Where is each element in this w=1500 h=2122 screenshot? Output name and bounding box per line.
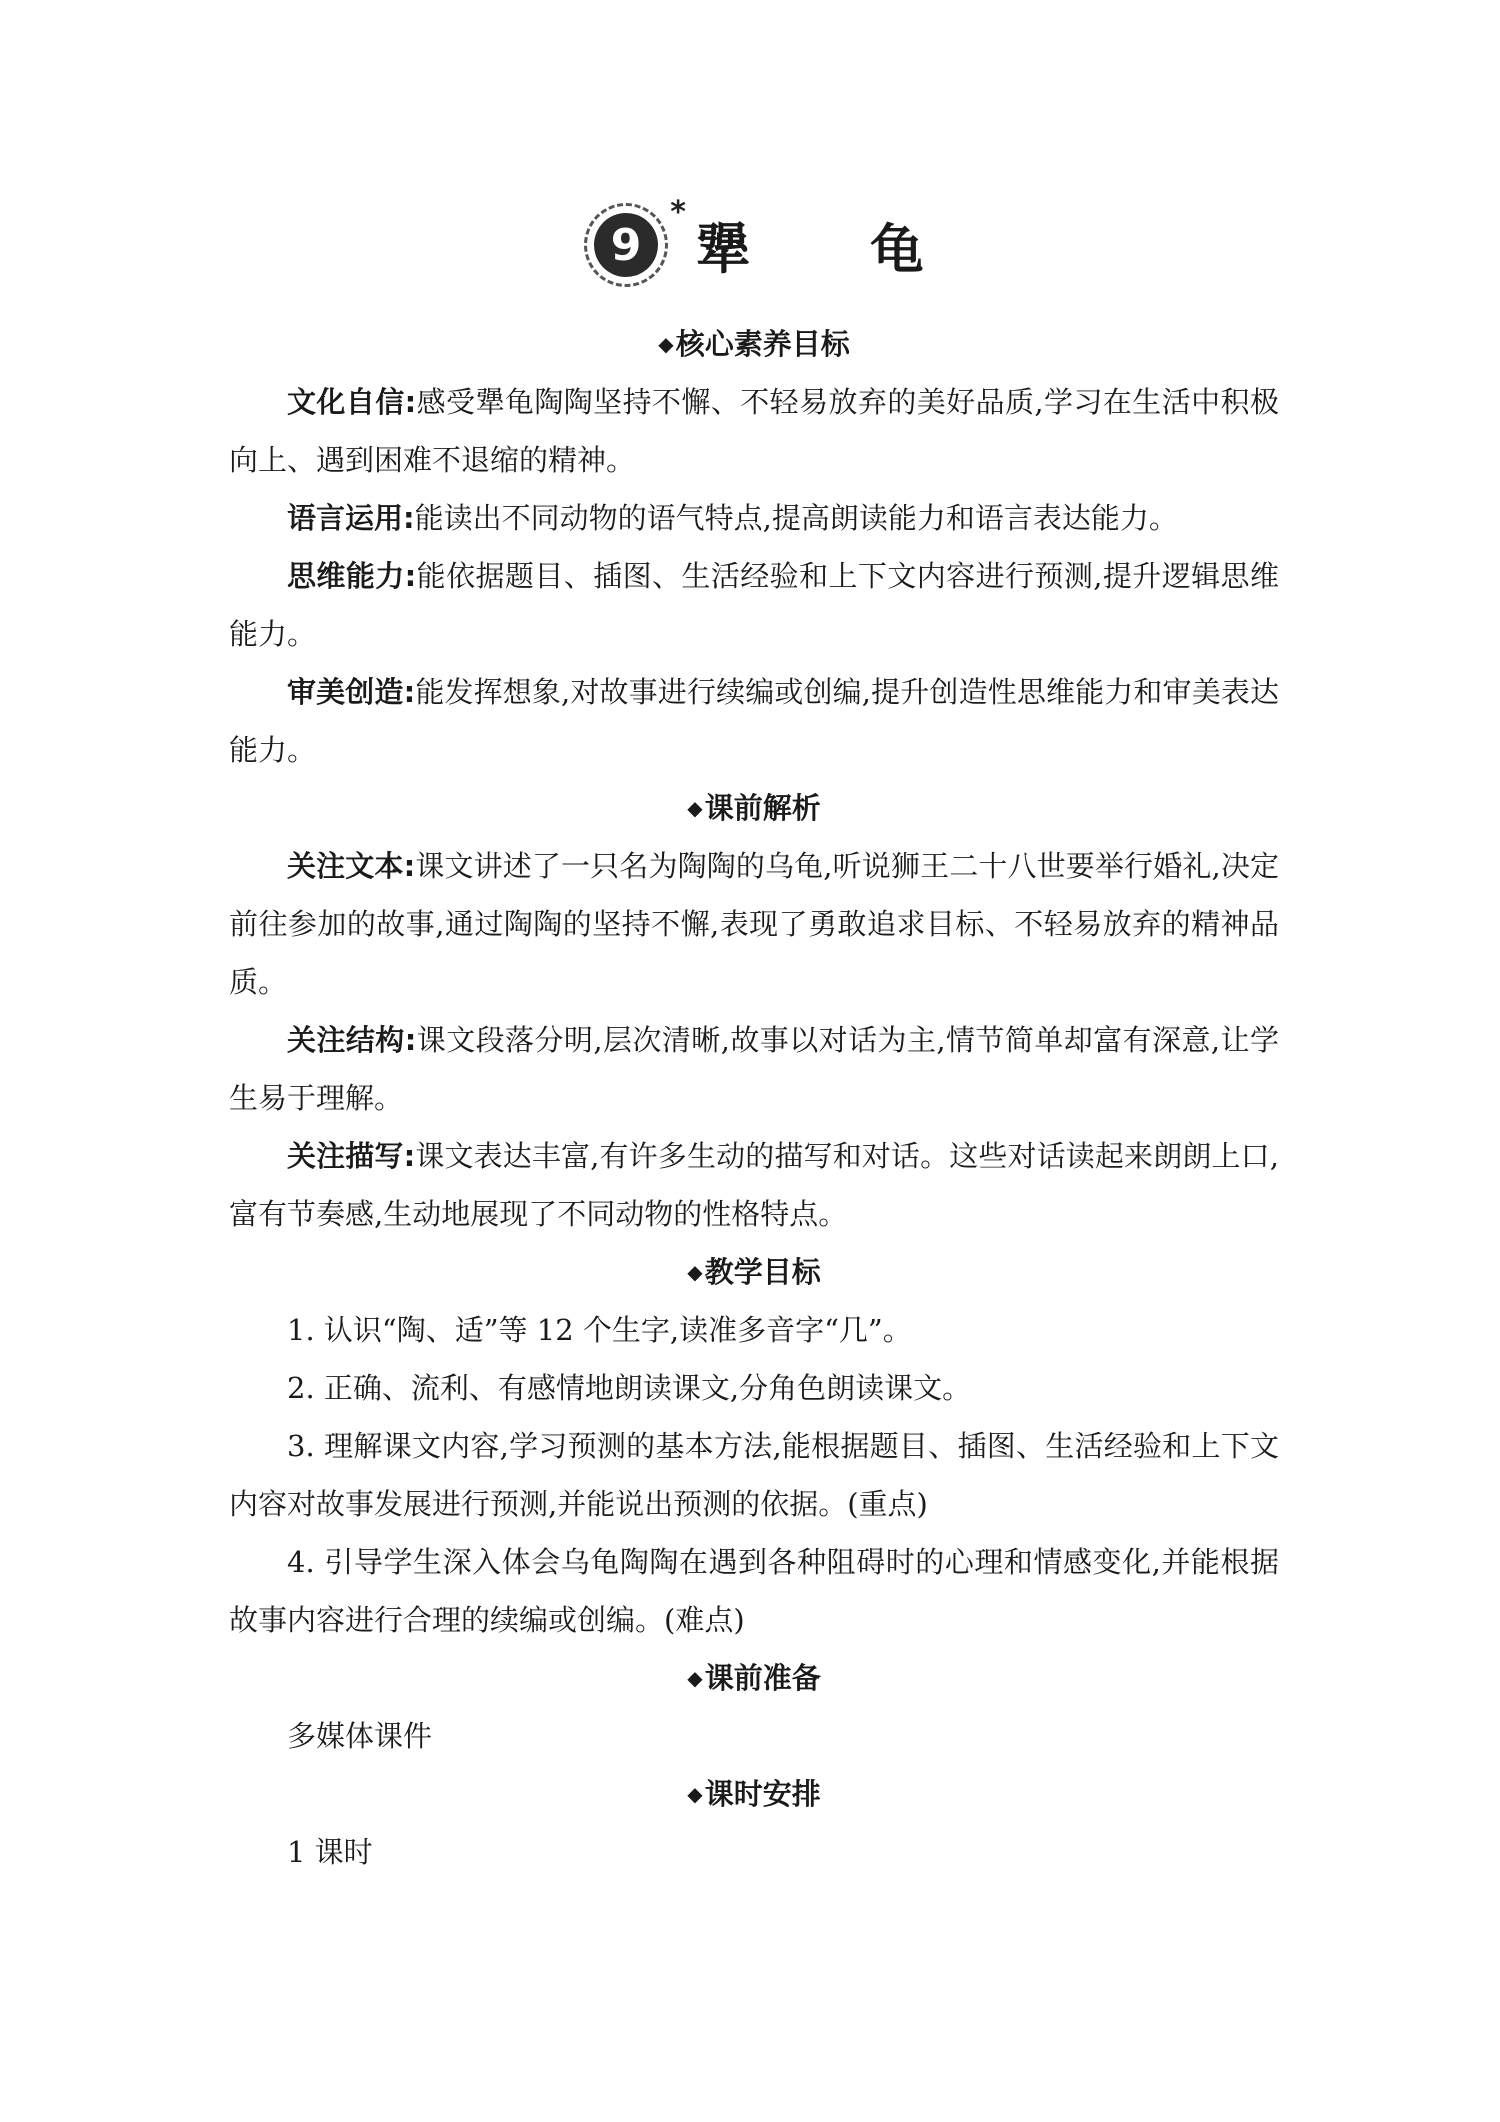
diamond-icon: ◆ <box>687 1782 703 1806</box>
analysis-item: 关注描写:课文表达丰富,有许多生动的描写和对话。这些对话读起来朗朗上口,富有节奏感,生动地展现了不同动物的性格特点。 <box>229 1139 1279 1231</box>
analysis-item: 关注结构:课文段落分明,层次清晰,故事以对话为主,情节简单却富有深意,让学生易于理解。 <box>229 1023 1279 1115</box>
self-study-mark: * <box>670 195 686 230</box>
objective-item: 1. 认识“陶、适”等 12 个生字,读准多音字“几”。 <box>287 1313 912 1347</box>
lesson-title <box>229 195 1279 295</box>
goal-item: 语言运用:能读出不同动物的语气特点,提高朗读能力和语言表达能力。 <box>287 501 1178 535</box>
goal-item: 审美创造:能发挥想象,对故事进行续编或创编,提升创造性思维能力和审美表达能力。 <box>229 675 1279 767</box>
diamond-icon: ◆ <box>687 796 703 820</box>
lesson-number-badge <box>584 195 686 287</box>
diamond-icon: ◆ <box>658 332 674 356</box>
lesson-number: 9 <box>594 213 658 277</box>
preparation-text: 多媒体课件 <box>287 1719 433 1753</box>
section-heading-schedule: ◆课时安排 <box>687 1777 821 1811</box>
section-heading-goals: ◆核心素养目标 <box>658 327 850 361</box>
diamond-icon: ◆ <box>687 1666 703 1690</box>
objective-item: 4. 引导学生深入体会乌龟陶陶在遇到各种阻碍时的心理和情感变化,并能根据故事内容进行合理的续编或创编。(难点) <box>229 1545 1279 1637</box>
objective-item: 3. 理解课文内容,学习预测的基本方法,能根据题目、插图、生活经验和上下文内容对故事发展进行预测,并能说出预测的依据。(重点) <box>229 1429 1279 1521</box>
section-heading-objectives: ◆教学目标 <box>687 1255 821 1289</box>
schedule-text: 1 课时 <box>287 1835 373 1869</box>
objective-item: 2. 正确、流利、有感情地朗读课文,分角色朗读课文。 <box>287 1371 972 1405</box>
diamond-icon: ◆ <box>687 1260 703 1284</box>
lesson-page <box>229 195 1279 1881</box>
goal-item: 文化自信:感受犟龟陶陶坚持不懈、不轻易放弃的美好品质,学习在生活中积极向上、遇到困难不退缩的精神。 <box>229 385 1279 477</box>
section-heading-preparation: ◆课前准备 <box>687 1661 821 1695</box>
section-heading-analysis: ◆课前解析 <box>687 791 821 825</box>
lesson-title-text: 犟龟 <box>696 217 1044 281</box>
analysis-item: 关注文本:课文讲述了一只名为陶陶的乌龟,听说狮王二十八世要举行婚礼,决定前往参加的故事,通过陶陶的坚持不懈,表现了勇敢追求目标、不轻易放弃的精神品质。 <box>229 849 1279 999</box>
goal-item: 思维能力:能依据题目、插图、生活经验和上下文内容进行预测,提升逻辑思维能力。 <box>229 559 1279 651</box>
